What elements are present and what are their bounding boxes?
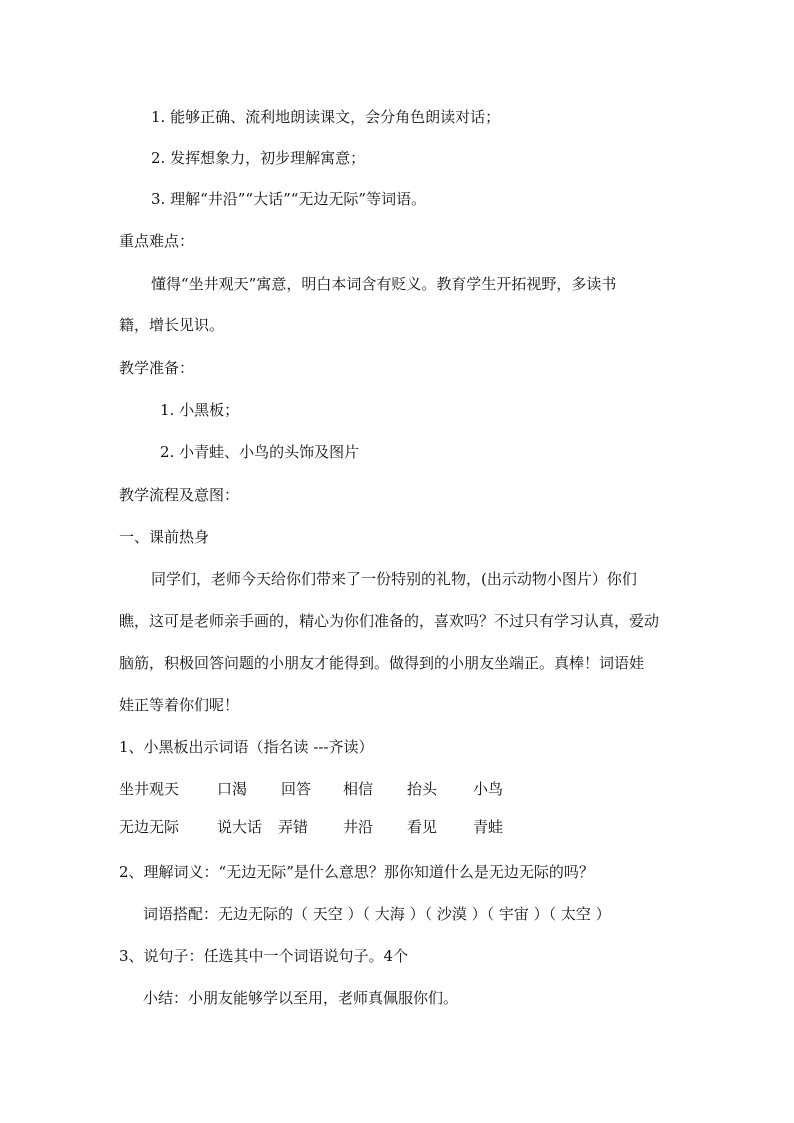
- vocabulary-word: 回答: [281, 780, 312, 798]
- preparation-heading: 教学准备：: [119, 359, 195, 377]
- step-2: 2、理解词义：“无边无际”是什么意思？那你知道什么是无边无际的吗？: [119, 863, 594, 881]
- step-1: 1、小黑板出示词语（指名读 ---齐读）: [119, 738, 374, 756]
- section-1-heading: 一、课前热身: [119, 528, 210, 546]
- vocabulary-word: 无边无际: [119, 818, 180, 836]
- key-points-text-line-1: 懂得“坐井观天”寓意，明白本词含有贬义。教育学生开拓视野，多读书: [151, 275, 617, 293]
- vocabulary-word: 井沿: [343, 818, 374, 836]
- vocabulary-word: 坐井观天: [119, 780, 180, 798]
- vocabulary-word: 口渴: [217, 780, 248, 798]
- vocabulary-word: 相信: [343, 780, 374, 798]
- warmup-paragraph-line-2: 瞧，这可是老师亲手画的，精心为你们准备的，喜欢吗？不过只有学习认真，爱动: [119, 612, 660, 630]
- process-heading: 教学流程及意图：: [119, 486, 240, 504]
- collocation-line: 词语搭配：无边无际的（ 天空 ）（ 大海 ）（ 沙漠 ）（ 宇宙 ）（ 太空 ）: [143, 905, 611, 923]
- preparation-item-2: 2. 小青蛙、小鸟的头饰及图片: [160, 443, 360, 461]
- warmup-paragraph-line-3: 脑筋，积极回答问题的小朋友才能得到。做得到的小朋友坐端正。真棒！词语娃: [119, 654, 645, 672]
- vocabulary-word: 小鸟: [473, 780, 504, 798]
- step-3: 3、说句子：任选其中一个词语说句子。4个: [119, 947, 409, 965]
- vocabulary-word: 说大话: [217, 818, 263, 836]
- warmup-paragraph-line-1: 同学们，老师今天给你们带来了一份特别的礼物，(出示动物小图片）你们: [151, 570, 637, 588]
- vocabulary-word: 抬头: [407, 780, 438, 798]
- key-points-heading: 重点难点：: [119, 232, 195, 250]
- objective-item-1: 1. 能够正确、流利地朗读课文，会分角色朗读对话；: [151, 108, 501, 126]
- vocabulary-word: 弄错: [278, 818, 309, 836]
- vocabulary-word: 青蛙: [473, 818, 504, 836]
- vocabulary-word: 看见: [407, 818, 438, 836]
- warmup-paragraph-line-4: 娃正等着你们呢！: [119, 696, 240, 714]
- objective-item-2: 2. 发挥想象力，初步理解寓意；: [151, 149, 366, 167]
- objective-item-3: 3. 理解“井沿”“大话”“无边无际”等词语。: [151, 190, 427, 208]
- summary-line: 小结：小朋友能够学以至用，老师真佩服你们。: [143, 989, 459, 1007]
- preparation-item-1: 1. 小黑板；: [160, 401, 240, 419]
- key-points-text-line-2: 籍，增长见识。: [119, 316, 225, 334]
